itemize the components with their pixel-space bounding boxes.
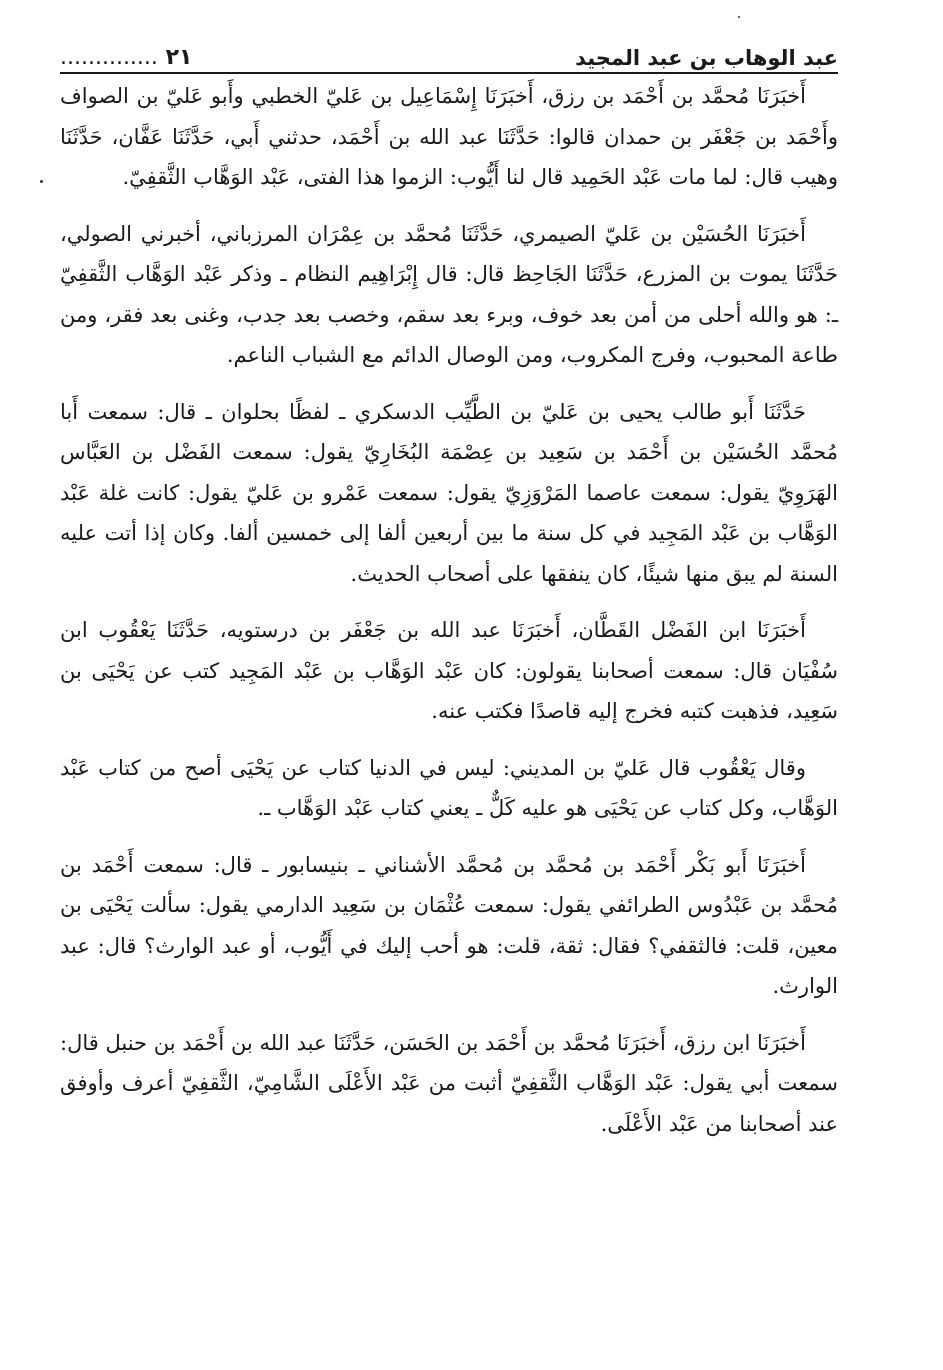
body-text	[60, 76, 838, 1144]
running-title: عبد الوهاب بن عبد المجيد	[575, 46, 838, 70]
book-page	[60, 30, 838, 1160]
paragraph: أَخبَرَنَا الحُسَيْن بن عَليّ الصيمري، حَدَّثَنَا مُحمَّد بن عِمْرَان المرزباني، أخبرني الصولي، حَدَّثَنَا يموت بن المزرع، حَدَّثَنَا الجَاحِظ قال: قال إِبْرَاهِيم النظام ـ وذكر عَبْد الوَهَّاب الثَّقفِيّ ـ: هو والله أحلى من أمن بعد خوف، وبرء بعد سقم، وخصب بعد جدب، وغنى بعد فقر، ومن طاعة المحبوب، وفرج المكروب، ومن الوصال الدائم مع الشباب الناعم.	[60, 221, 838, 367]
header-dots: ..............	[60, 45, 158, 70]
paragraph: حَدَّثَنَا أَبو طالب يحيى بن عَليّ بن الطَّيِّب الدسكري ـ لفظًا بحلوان ـ قال: سمعت أَبا مُحمَّد الحُسَيْن بن أَحْمَد بن سَعِيد بن عِصْمَة البُخَارِيّ يقول: سمعت الفَضْل بن العَبَّاس الهَرَوِيّ يقول: سمعت عاصما المَرْوَزِيّ يقول: سمعت عَمْرو بن عَليّ يقول: كانت غلة عَبْد الوَهَّاب بن عَبْد المَجِيد في كل سنة ما بين أربعين ألفا إلى خمسين ألفا. وكان إذا أتت عليه السنة لم يبق منها شيئًا، كان ينفقها على أصحاب الحديث.	[60, 399, 838, 586]
scan-mark	[738, 16, 740, 18]
paragraph: وقال يَعْقُوب قال عَليّ بن المديني: ليس في الدنيا كتاب عن يَحْيَى أصح من كتاب عَبْد الوَهَّاب، وكل كتاب عن يَحْيَى هو عليه كَلٌّ ـ يعني كتاب عَبْد الوَهَّاب ـ.	[60, 755, 838, 820]
paragraph: أَخبَرَنَا مُحمَّد بن أَحْمَد بن رزق، أَخبَرَنَا إِسْمَاعِيل بن عَليّ الخطبي وأَبو عَليّ بن الصواف وأَحْمَد بن جَعْفَر بن حمدان قالوا: حَدَّثَنَا عبد الله بن أَحْمَد، حدثني أَبي، حَدَّثَنَا عَفَّان، حَدَّثَنَا وهيب قال: لما مات عَبْد الحَمِيد قال لنا أَيُّوب: الزموا هذا الفتى، عَبْد الوَهَّاب الثَّقفِيّ.	[60, 84, 838, 189]
paragraph: أَخبَرَنَا ابن رزق، أَخبَرَنَا مُحمَّد بن أَحْمَد بن الحَسَن، حَدَّثَنَا عبد الله بن أَحْمَد بن حنبل قال: سمعت أبي يقول: عَبْد الوَهَّاب الثَّقفِيّ أثبت من عَبْد الأَعْلَى الشَّامِيّ، الثَّقفِيّ أعرف وأوفق عند أصحابنا من عَبْد الأَعْلَى.	[60, 1030, 838, 1136]
page-number: ٢١	[165, 45, 193, 70]
paragraph: أَخبَرَنَا ابن الفَضْل القَطَّان، أَخبَرَنَا عبد الله بن جَعْفَر بن درستويه، حَدَّثَنَا يَعْقُوب ابن سُفْيَان قال: سمعت أصحابنا يقولون: كان عَبْد الوَهَّاب بن عَبْد المَجِيد كتب عن يَحْيَى بن سَعِيد، فذهبت كتبه فخرج إليه قاصدًا فكتب عنه.	[60, 618, 838, 723]
running-header	[60, 30, 838, 74]
page-number-group	[60, 45, 192, 70]
scan-dot	[40, 180, 43, 183]
paragraph: أَخبَرَنَا أَبو بَكْر أَحْمَد بن مُحمَّد بن مُحمَّد الأشناني ـ بنيسابور ـ قال: سمعت أَحْمَد بن مُحمَّد بن عَبْدُوس الطرائفي يقول: سمعت عُثْمَان بن سَعِيد الدارمي يقول: سألت يَحْيَى بن معين، قلت: فالثقفي؟ فقال: ثقة، قلت: هو أحب إليك في أَيُّوب، أو عبد الوارث؟ قال: عبد الوارث.	[60, 852, 838, 998]
